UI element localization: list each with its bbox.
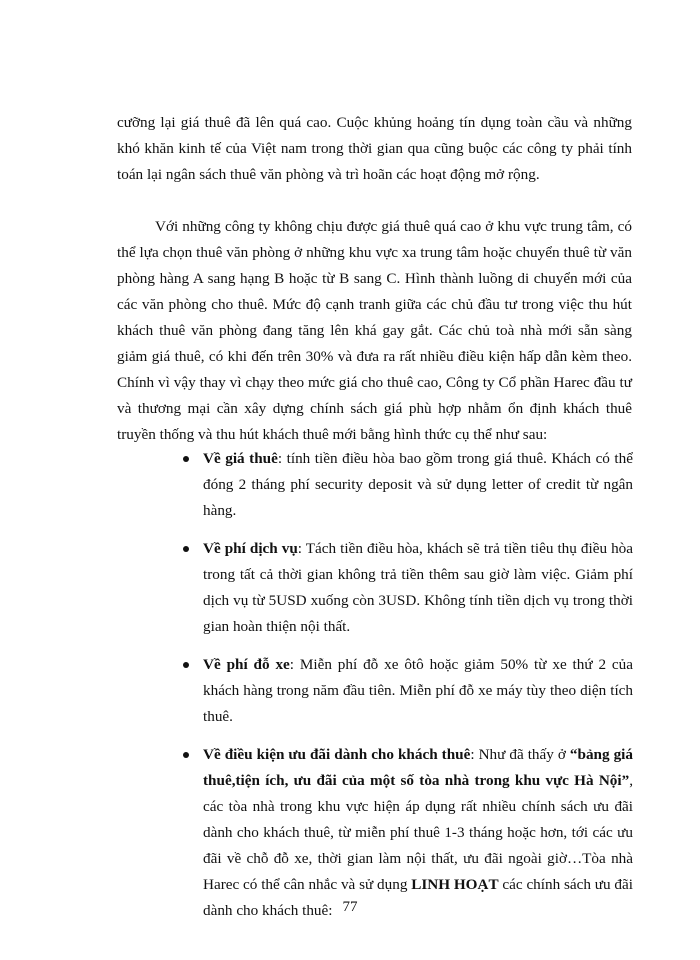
bullet-term: Về điều kiện ưu đãi dành cho khách thuê <box>203 746 471 763</box>
paragraph-pricing-strategy: Với những công ty không chịu được giá thuê quá cao ở khu vực trung tâm, có thể lựa chọn thuê văn phòng ở những khu vực xa trung tâm hoặc chuyển thuê từ văn phòng hàng A sang hạng B hoặc từ B sang C. Hình thành luồng di chuyển mới của các văn phòng cho thuê. Mức độ cạnh tranh giữa các chủ đầu tư trong việc thu hút khách thuê văn phòng đang tăng lên khá gay gắt. Các chủ toà nhà mới sẵn sàng giảm giá thuê, có khi đến trên 30% và đưa ra rất nhiều điều kiện hấp dẫn kèm theo. Chính vì vậy thay vì chạy theo mức giá cho thuê cao, Công ty Cổ phần Harec đầu tư và thương mại cần xây dựng chính sách giá phù hợp nhằm ổn định khách thuê truyền thống và thu hút khách thuê mới bằng hình thức cụ thể như sau: <box>117 218 632 443</box>
bullet-quote: “bảng giá thuê,tiện ích, ưu đãi của một số tòa nhà trong khu vực Hà Nội” <box>203 746 633 789</box>
bullet-text: : Miễn phí đỗ xe ôtô hoặc giảm 50% từ xe thứ 2 của khách hàng trong năm đầu tiên. Miễn phí đỗ xe máy tùy theo diện tích thuê. <box>203 656 633 725</box>
bullet-icon <box>183 546 189 552</box>
paragraph-continuation: cưỡng lại giá thuê đã lên quá cao. Cuộc khủng hoảng tín dụng toàn cầu và những khó khăn kinh tế của Việt nam trong thời gian qua cũng buộc các công ty phải tính toán lại ngân sách thuê văn phòng và trì hoãn các hoạt động mở rộng. <box>117 114 632 183</box>
bullet-emphasis: LINH HOẠT <box>411 876 499 893</box>
bullet-term: Về phí dịch vụ <box>203 540 298 557</box>
bullet-icon <box>183 662 189 668</box>
bullet-text: : tính tiền điều hòa bao gồm trong giá thuê. Khách có thể đóng 2 tháng phí security deposit và sử dụng letter of credit từ ngân hàng. <box>203 450 633 519</box>
list-item-service-fee <box>203 536 633 640</box>
list-item-parking-fee <box>203 652 633 730</box>
bullet-text: : Tách tiền điều hòa, khách sẽ trả tiền tiêu thụ điều hòa trong tất cả thời gian không trả tiền thêm sau giờ làm việc. Giảm phí dịch vụ từ 5USD xuống còn 3USD. Không tính tiền dịch vụ trong thời gian hoàn thiện nội thất. <box>203 540 633 635</box>
bullet-term: Về giá thuê <box>203 450 278 467</box>
bullet-text: các chính sách ưu đãi dành cho khách thuê: <box>203 876 633 919</box>
policy-bullet-list <box>203 446 633 936</box>
bullet-term: Về phí đỗ xe <box>203 656 290 673</box>
page-number: 77 <box>342 899 358 915</box>
bullet-text: : Như đã thấy ở <box>470 746 570 763</box>
bullet-icon <box>183 752 189 758</box>
list-item-rent-price <box>203 446 633 524</box>
bullet-icon <box>183 456 189 462</box>
bullet-text: , các tòa nhà trong khu vực hiện áp dụng rất nhiều chính sách ưu đãi dành cho khách thuê, từ miễn phí thuê 1-3 tháng hoặc hơn, tới các ưu đãi về chỗ đỗ xe, thời gian làm nội thất, ưu đãi ngoài giờ…Tòa nhà Harec có thể cân nhắc và sử dụng <box>203 772 633 893</box>
